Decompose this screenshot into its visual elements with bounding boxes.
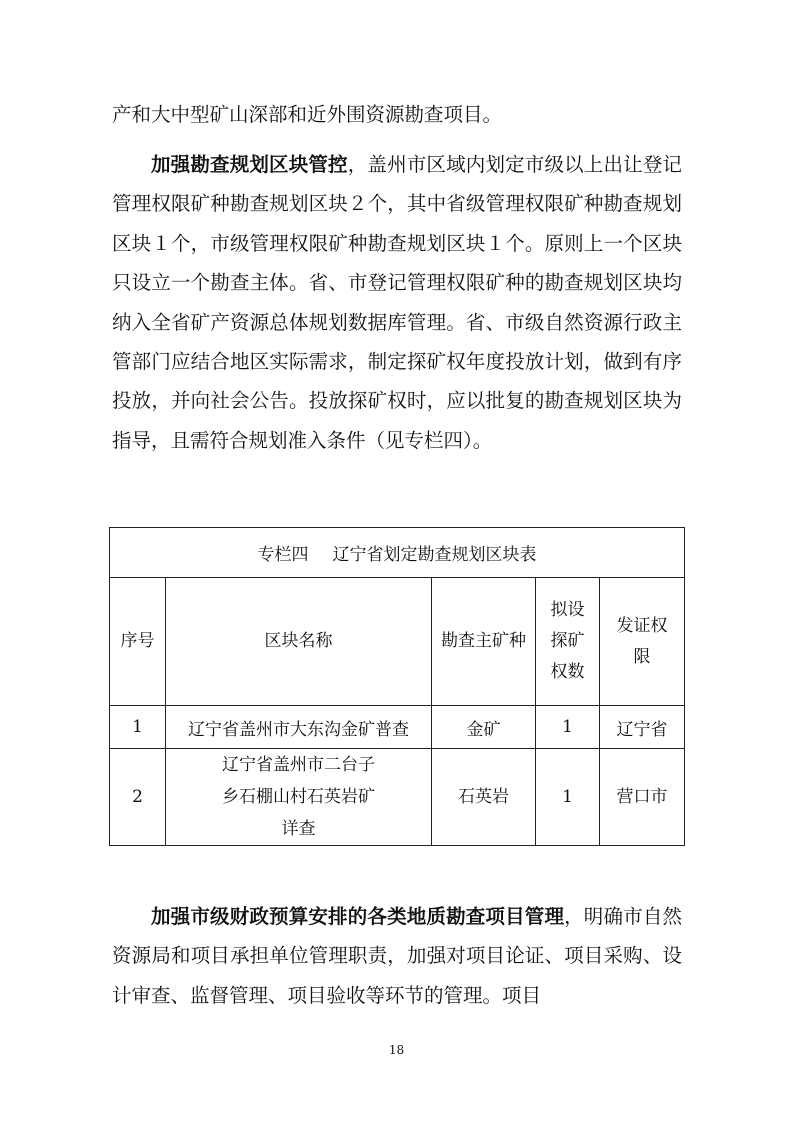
table-caption-row [110,528,685,578]
page-number: 18 [388,1043,405,1057]
cell-authority: 营口市 [600,749,685,846]
paragraph-lead: 加强勘查规划区块管控 [151,153,348,176]
paragraph-text: ，明确市自然资源局和项目承担单位管理职责，加强对项目论证、项目采购、设计审查、监督管理、项目验收等环节的管理。项目 [112,905,682,1007]
paragraph-lead: 加强市级财政预算安排的各类地质勘查项目管理 [151,905,565,928]
cell-mineral: 金矿 [432,706,536,749]
header-seq: 序号 [110,578,166,706]
cell-mineral: 石英岩 [432,749,536,846]
table-row [110,706,685,749]
header-name: 区块名称 [166,578,432,706]
cell-name: 辽宁省盖州市二台子乡石棚山村石英岩矿详查 [166,749,432,846]
table-header-row [110,578,685,706]
cell-seq: 2 [110,749,166,846]
table-row [110,749,685,846]
paragraph-block-control [112,145,682,460]
cell-count: 1 [536,706,600,749]
cell-count: 1 [536,749,600,846]
paragraph-text: ，盖州市区域内划定市级以上出让登记管理权限矿种勘查规划区块２个，其中省级管理权限矿种勘查规划区块１个，市级管理权限矿种勘查规划区块１个。原则上一个区块只设立一个勘查主体。省、市登记管理权限矿种的勘查规划区块均纳入全省矿产资源总体规划数据库管理。省、市级自然资源行政主管部门应结合地区实际需求，制定探矿权年度投放计划，做到有序投放，并向社会公告。投放探矿权时，应以批复的勘查规划区块为指导，且需符合规划准入条件（见专栏四）。 [112,153,682,452]
cell-authority: 辽宁省 [600,706,685,749]
cell-seq: 1 [110,706,166,749]
planning-block-table [109,527,685,846]
paragraph-project-management [112,897,682,1015]
cell-name: 辽宁省盖州市大东沟金矿普查 [166,706,432,749]
table-caption: 专栏四 辽宁省划定勘查规划区块表 [110,528,685,578]
header-mineral: 勘查主矿种 [432,578,536,706]
header-count: 拟设探矿权数 [536,578,600,706]
header-authority: 发证权限 [600,578,685,706]
paragraph-continued [112,95,682,134]
paragraph-text: 产和大中型矿山深部和近外围资源勘查项目。 [112,103,503,126]
